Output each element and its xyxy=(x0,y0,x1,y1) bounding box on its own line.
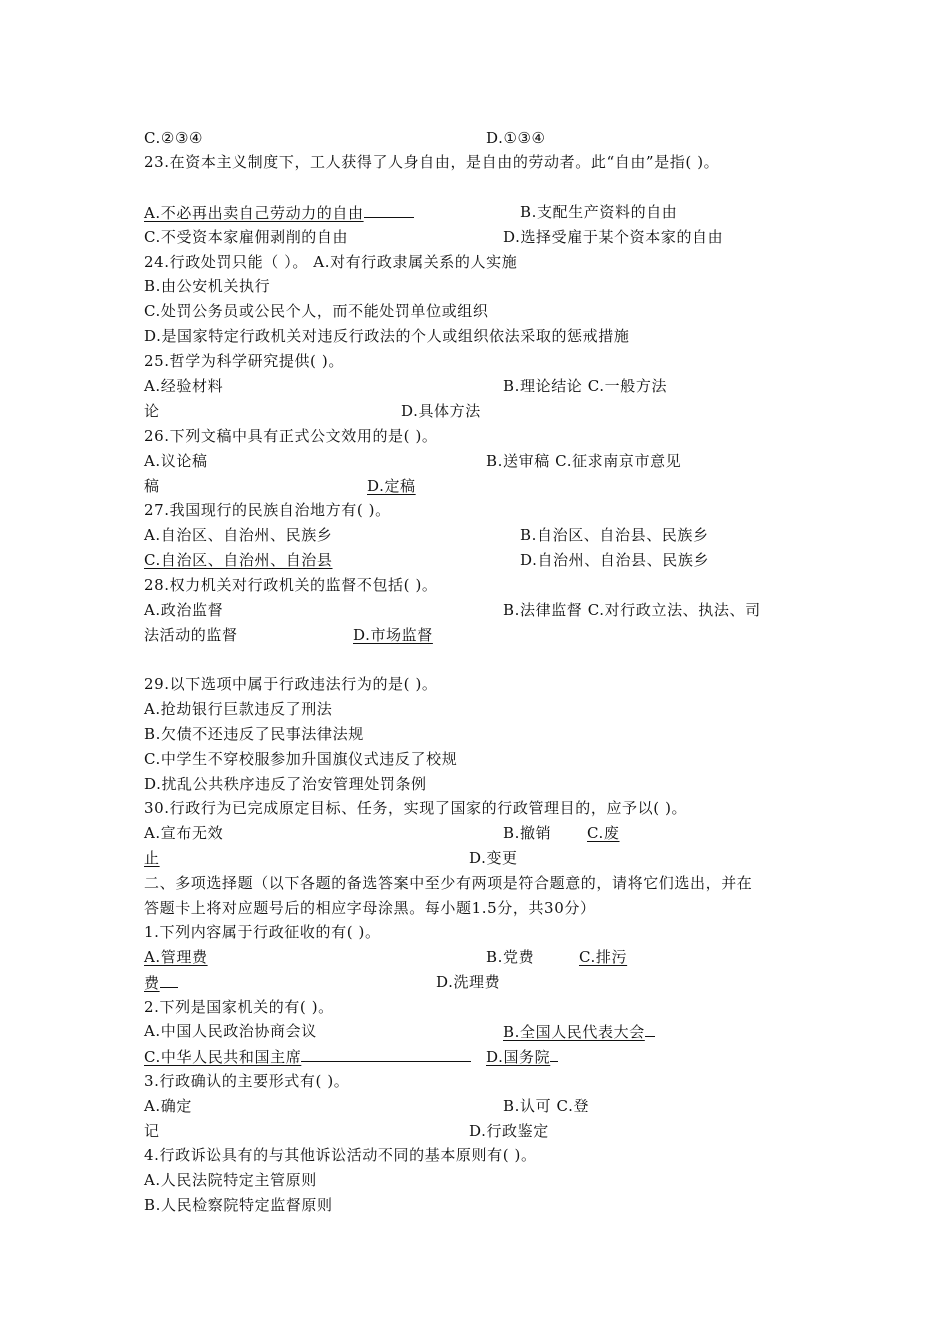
answer-option: D.市场监督 xyxy=(353,626,433,644)
option-line: 论 xyxy=(144,402,160,420)
option-line: D.自治州、自治县、民族乡 xyxy=(520,551,710,569)
answer-option: D.定稿 xyxy=(367,477,416,495)
option-line: B.撤销 xyxy=(503,824,552,842)
option-line: B.法律监督 C.对行政立法、执法、司 xyxy=(503,601,761,619)
option-line: 法活动的监督 xyxy=(144,626,238,644)
option-line: D.具体方法 xyxy=(401,402,481,420)
option-line: B.由公安机关执行 xyxy=(144,277,271,295)
option-line: B.理论结论 C.一般方法 xyxy=(503,377,668,395)
option-line: B.自治区、自治县、民族乡 xyxy=(520,526,709,544)
question-27: 27.我国现行的民族自治地方有( )。 xyxy=(144,501,391,519)
question-m3: 3.行政确认的主要形式有( )。 xyxy=(144,1072,350,1090)
question-m1: 1.下列内容属于行政征收的有( )。 xyxy=(144,923,381,941)
option-line: D.扰乱公共秩序违反了治安管理处罚条例 xyxy=(144,775,427,793)
option-line: A.中国人民政治协商会议 xyxy=(144,1022,317,1040)
section-heading: 答题卡上将对应题号后的相应字母涂黑。每小题1.5分，共30分） xyxy=(144,899,596,917)
answer-option: D.是国家特定行政机关对违反行政法的个人或组织依法采取的惩戒措施 xyxy=(144,327,630,345)
option-line: A.抢劫银行巨款违反了刑法 xyxy=(144,700,333,718)
option-line: A.确定 xyxy=(144,1097,193,1115)
option-line: A.议论稿 xyxy=(144,452,208,470)
option-line: C.中学生不穿校服参加升国旗仪式违反了校规 xyxy=(144,750,458,768)
option-line: 稿 xyxy=(144,477,160,495)
option-line: D.①③④ xyxy=(486,129,546,147)
option-line: C.不受资本家雇佣剥削的自由 xyxy=(144,228,349,246)
option-line: B.支配生产资料的自由 xyxy=(520,203,678,221)
question-30: 30.行政行为已完成原定目标、任务，实现了国家的行政管理目的，应予以( )。 xyxy=(144,799,688,817)
option-line: B.送审稿 C.征求南京市意见 xyxy=(486,452,682,470)
answer-option: A.不必再出卖自己劳动力的自由 xyxy=(144,202,414,222)
answer-option: C.中华人民共和国主席 xyxy=(144,1046,471,1066)
option-line: A.经验材料 xyxy=(144,377,224,395)
answer-option: 止 xyxy=(144,849,160,867)
option-line: D.洗理费 xyxy=(436,973,501,991)
option-line: B.人民检察院特定监督原则 xyxy=(144,1196,333,1214)
option-line: B.党费 xyxy=(486,948,535,966)
answer-option: B.全国人民代表大会 xyxy=(503,1021,655,1041)
option-line: 记 xyxy=(144,1122,160,1140)
answer-option: C.废 xyxy=(587,824,620,842)
option-line: A.宣布无效 xyxy=(144,824,224,842)
question-23: 23.在资本主义制度下，工人获得了人身自由，是自由的劳动者。此“自由”是指( )。 xyxy=(144,153,720,171)
option-line: D.变更 xyxy=(469,849,518,867)
option-line: D.选择受雇于某个资本家的自由 xyxy=(503,228,724,246)
option-line: A.自治区、自治州、民族乡 xyxy=(144,526,333,544)
answer-option: D.国务院 xyxy=(486,1046,558,1066)
question-25: 25.哲学为科学研究提供( )。 xyxy=(144,352,344,370)
answer-option: C.自治区、自治州、自治县 xyxy=(144,551,333,569)
option-line: A.政治监督 xyxy=(144,601,224,619)
option-line: C.处罚公务员或公民个人，而不能处罚单位或组织 xyxy=(144,302,489,320)
answer-option: A.管理费 xyxy=(144,948,208,966)
question-28: 28.权力机关对行政机关的监督不包括( )。 xyxy=(144,576,438,594)
answer-option: 费 xyxy=(144,972,178,992)
option-line: C.②③④ xyxy=(144,129,204,147)
question-m2: 2.下列是国家机关的有( )。 xyxy=(144,998,334,1016)
option-line: D.行政鉴定 xyxy=(469,1122,549,1140)
question-24: 24.行政处罚只能（ ）。 A.对有行政隶属关系的人实施 xyxy=(144,253,518,271)
section-heading: 二、多项选择题（以下各题的备选答案中至少有两项是符合题意的，请将它们选出，并在 xyxy=(144,874,753,892)
question-m4: 4.行政诉讼具有的与其他诉讼活动不同的基本原则有( )。 xyxy=(144,1146,537,1164)
question-26: 26.下列文稿中具有正式公文效用的是( )。 xyxy=(144,427,438,445)
question-29: 29.以下选项中属于行政违法行为的是( )。 xyxy=(144,675,438,693)
option-line: B.认可 C.登 xyxy=(503,1097,590,1115)
answer-option: C.排污 xyxy=(579,948,628,966)
option-line: B.欠债不还违反了民事法律法规 xyxy=(144,725,364,743)
option-line: A.人民法院特定主管原则 xyxy=(144,1171,317,1189)
